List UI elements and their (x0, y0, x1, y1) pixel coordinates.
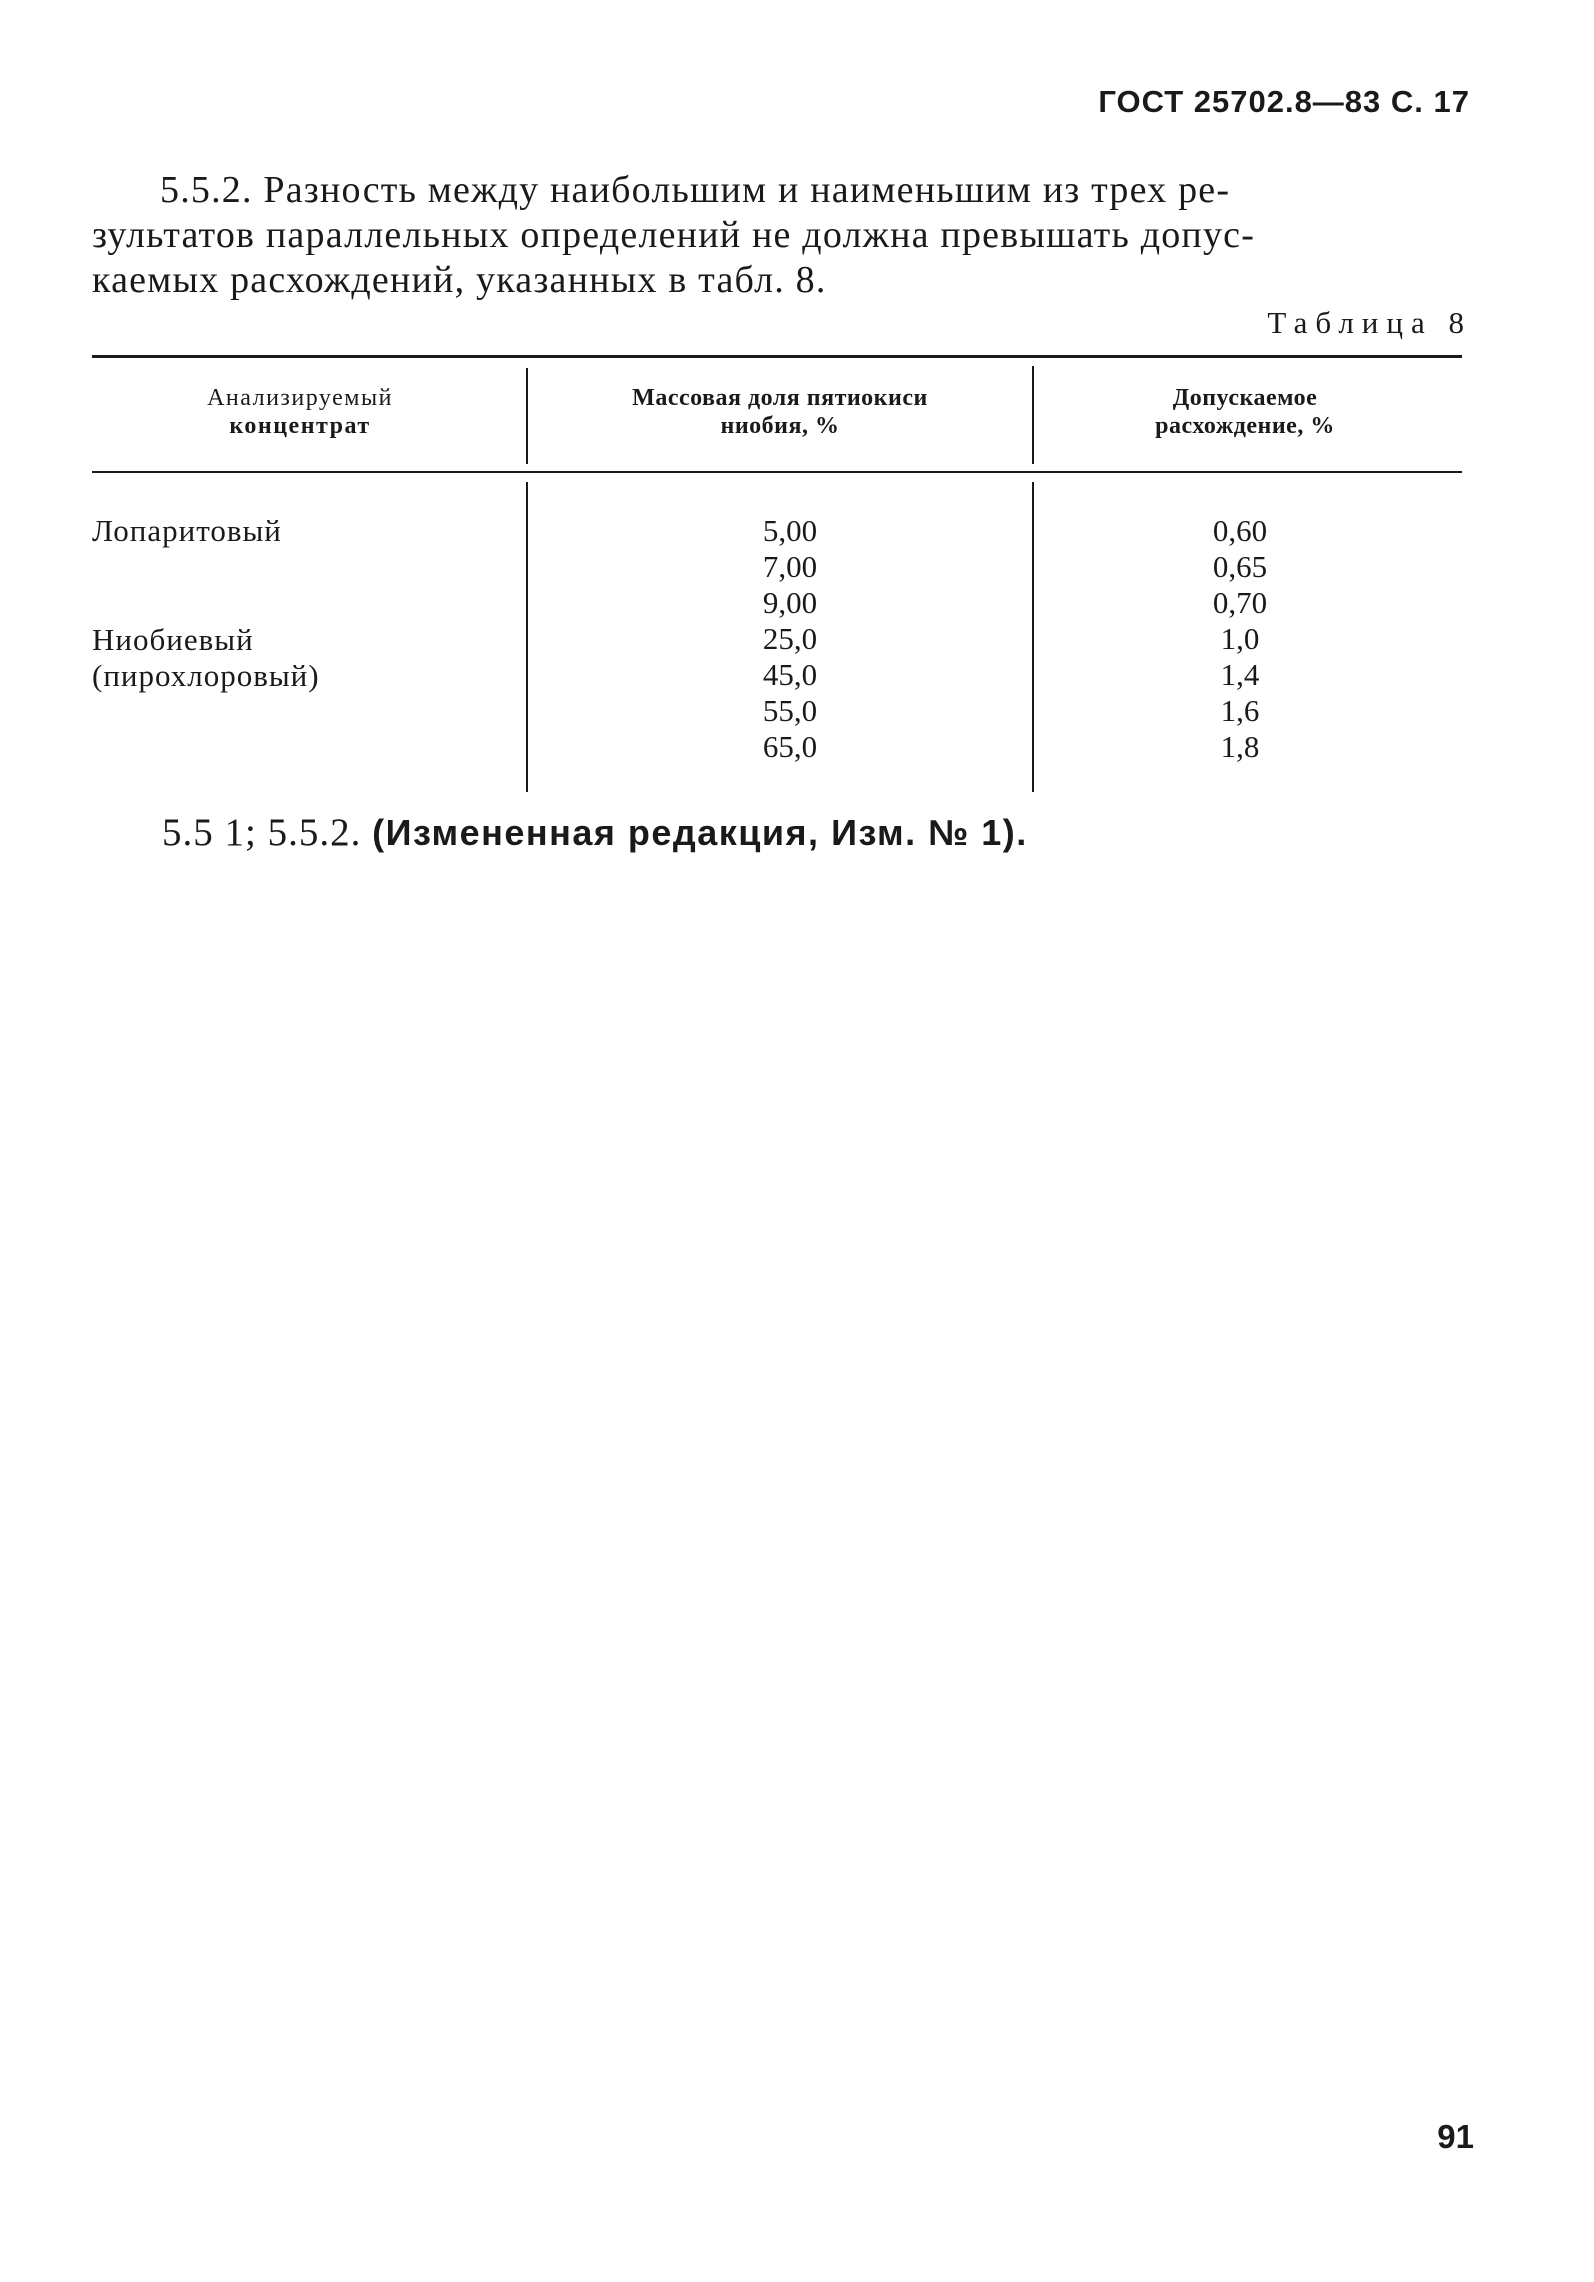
table-cell-mass-fraction: 5,00 (762, 513, 818, 548)
column-divider (1032, 482, 1034, 792)
table-cell-tolerance: 0,70 (1212, 585, 1268, 620)
table-cell-tolerance: 1,4 (1220, 657, 1260, 692)
table-cell-mass-fraction: 45,0 (762, 657, 818, 692)
column-divider (1032, 366, 1034, 464)
header-concentrate: Анализируемый концентрат (207, 385, 393, 439)
concentrate-niobium: Ниобиевый (пирохлоровый) (92, 622, 320, 693)
table-top-rule (92, 355, 1462, 358)
table-cell-tolerance: 1,8 (1220, 729, 1260, 764)
paragraph-line: 5.5.2. Разность между наибольшим и наименьшим из трех ре- (160, 169, 1231, 211)
concentrate-loparite: Лопаритовый (92, 513, 282, 548)
table-cell-tolerance: 0,60 (1212, 513, 1268, 548)
table-cell-mass-fraction: 55,0 (762, 693, 818, 728)
table-caption: Таблица 8 (1267, 305, 1472, 340)
table-header-rule (92, 471, 1462, 473)
table-cell-mass-fraction: 7,00 (762, 549, 818, 584)
table-cell-mass-fraction: 9,00 (762, 585, 818, 620)
header-tolerance: Допускаемое расхождение, % (1155, 385, 1335, 439)
paragraph-line: каемых расхождений, указанных в табл. 8. (92, 259, 827, 301)
header-mass-fraction: Массовая доля пятиокиси ниобия, % (632, 385, 928, 439)
table-cell-tolerance: 1,0 (1220, 621, 1260, 656)
table-cell-tolerance: 1,6 (1220, 693, 1260, 728)
paragraph-5-5-2 (92, 168, 1472, 303)
table-cell-tolerance: 0,65 (1212, 549, 1268, 584)
table-cell-mass-fraction: 25,0 (762, 621, 818, 656)
paragraph-line: зультатов параллельных определений не должна превышать допус- (92, 214, 1256, 256)
column-divider (526, 482, 528, 792)
amendment-note: 5.5 1; 5.5.2. (Измененная редакция, Изм. № 1). (162, 811, 1028, 854)
page-header: ГОСТ 25702.8—83 С. 17 (1098, 84, 1470, 119)
column-divider (526, 368, 528, 464)
page-number: 91 (1437, 2118, 1474, 2155)
table-cell-mass-fraction: 65,0 (762, 729, 818, 764)
